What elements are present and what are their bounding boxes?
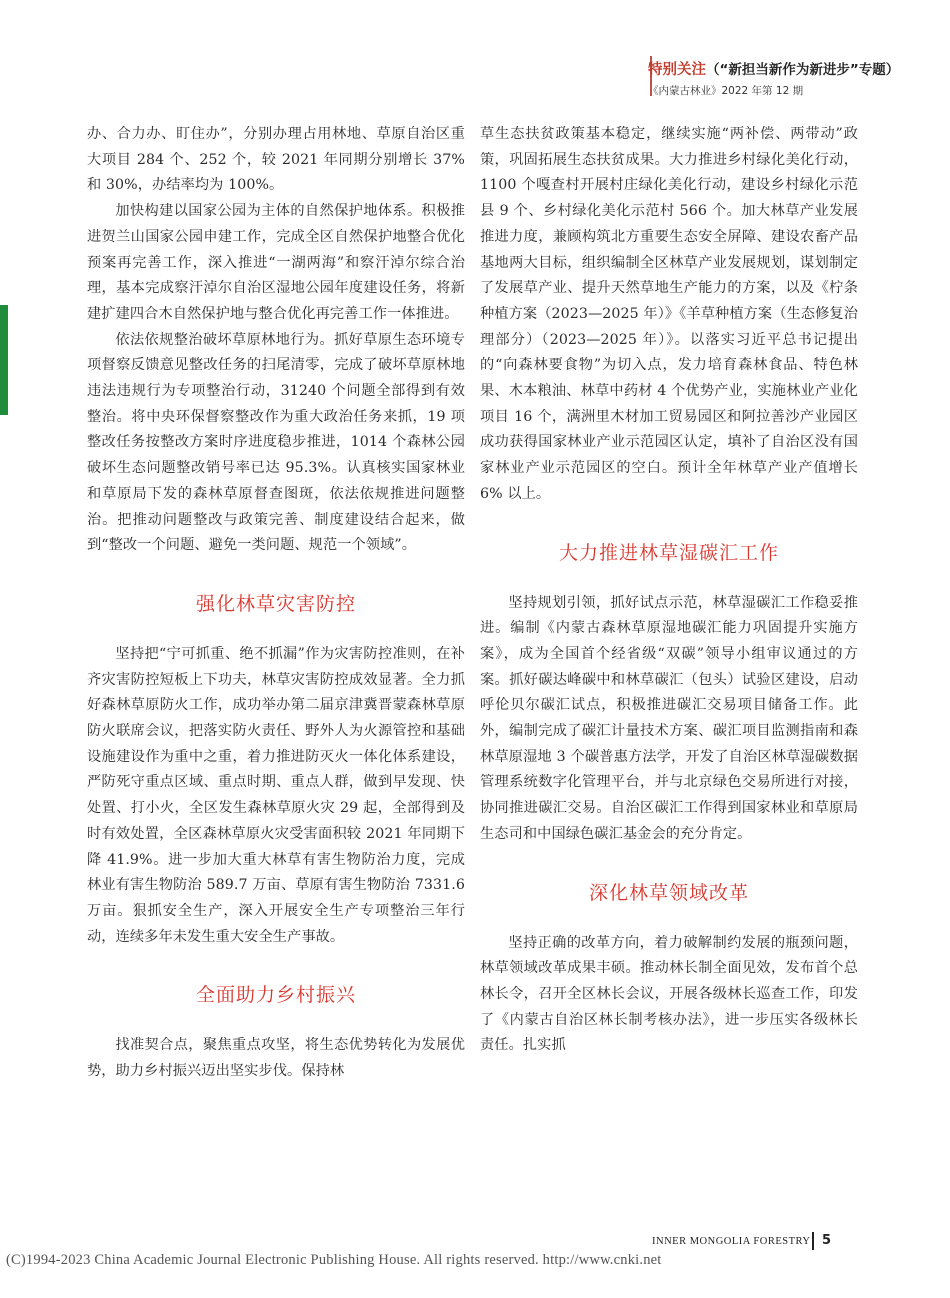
paragraph: 草生态扶贫政策基本稳定，继续实施“两补偿、两带动”政策，巩固拓展生态扶贫成果。大力推进乡村绿化美化行动，1100 个嘎查村开展村庄绿化美化行动，建设乡村绿化示范县 9 个、乡村绿化美化示范村 566 个。加大林草产业发展推进力度，兼顾构筑北方重要生态安全屏障、建设农畜产品基地两大目标，组织编制全区林草产业发展规划，谋划制定了发展草产业、提升天然草地生产能力的方案，以及《柠条种植方案（2023—2025 年）》《羊草种植方案（生态修复治理部分）（2023—2025 年）》。以落实习近平总书记提出的“向森林要食物”为切入点，发力培育森林食品、特色林果、木本粮油、林草中药材 4 个优势产业，实施林业产业化项目 16 个，满洲里木材加工贸易园区和阿拉善沙产业园区成功获得国家林业产业示范园区认定，填补了自治区没有国家林业产业示范园区的空白。预计全年林草产业产值增长 6% 以上。 <box>480 126 858 502</box>
header-section: 特别关注 <box>648 62 706 78</box>
header-title <box>648 58 908 79</box>
paragraph: 找准契合点，聚焦重点攻坚，将生态优势转化为发展优势，助力乡村振兴迈出坚实步伐。保持林 <box>87 1037 465 1080</box>
section-heading: 全面助力乡村振兴 <box>195 984 356 1007</box>
paragraph: 依法依规整治破坏草原林地行为。抓好草原生态环境专项督察反馈意见整改任务的扫尾清零，完成了破坏草原林地违法违规行为专项整治行动，31240 个问题全部得到有效整治。将中央环保督察整改作为重大政治任务来抓，19 项整改任务按整改方案时序进度稳步推进，1014 个森林公园破坏生态问题整改销号率已达 95.3%。认真核实国家林业和草原局下发的森林草原督查图斑，依法依规推进问题整治。把推动问题整改与政策完善、制度建设结合起来，做到“整改一个问题、避免一类问题、规范一个领域”。 <box>87 331 465 554</box>
paragraph: 加快构建以国家公园为主体的自然保护地体系。积极推进贺兰山国家公园申建工作，完成全区自然保护地整合优化预案再完善工作，深入推进“一湖两海”和察汗淖尔综合治理，基本完成察汗淖尔自治区湿地公园年度建设任务，将新建扩建四合木自然保护地与整合优化再完善工作一体推进。 <box>87 203 465 322</box>
section-heading: 大力推进林草湿碳汇工作 <box>558 541 779 564</box>
side-accent-bar <box>0 305 8 415</box>
paragraph: 坚持正确的改革方向，着力破解制约发展的瓶颈问题，林草领域改革成果丰硕。推动林长制全面见效，发布首个总林长令，召开全区林长会议，开展各级林长巡查工作，印发了《内蒙古自治区林长制考核办法》，进一步压实各级林长责任。扎实抓 <box>480 934 858 1054</box>
left-column <box>87 122 465 1085</box>
page-header <box>648 58 908 98</box>
header-topic: （“新担当新作为新进步”专题） <box>706 62 900 78</box>
right-column <box>480 122 858 1059</box>
section-heading: 深化林草领域改革 <box>588 881 749 904</box>
section-heading: 强化林草灾害防控 <box>195 592 356 615</box>
page-number: 5 <box>822 1233 832 1248</box>
footer-separator <box>812 1232 814 1250</box>
footer-magazine-name: INNER MONGOLIA FORESTRY <box>652 1236 811 1247</box>
paragraph: 坚持规划引领，抓好试点示范，林草湿碳汇工作稳妥推进。编制《内蒙古森林草原湿地碳汇能力巩固提升实施方案》，成为全国首个经省级“双碳”领导小组审议通过的方案。抓好碳达峰碳中和林草碳汇（包头）试验区建设，启动呼伦贝尔碳汇试点，积极推进碳汇交易项目储备工作。此外，编制完成了碳汇计量技术方案、碳汇项目监测指南和森林草原湿地 3 个碳普惠方法学，开发了自治区林草湿碳数据管理系统数字化管理平台，并与北京绿色交易所进行对接，协同推进碳汇交易。自治区碳汇工作得到国家林业和草原局生态司和中国绿色碳汇基金会的充分肯定。 <box>480 594 858 842</box>
copyright-notice: (C)1994-2023 China Academic Journal Electronic Publishing House. All rights reserved. http://www.cnki.net <box>6 1252 662 1268</box>
header-issue: 《内蒙古林业》2022 年第 12 期 <box>648 85 804 97</box>
paragraph: 办、合力办、盯住办”，分别办理占用林地、草原自治区重大项目 284 个、252 个，较 2021 年同期分别增长 37% 和 30%，办结率均为 100%。 <box>87 126 465 194</box>
paragraph: 坚持把“宁可抓重、绝不抓漏”作为灾害防控准则，在补齐灾害防控短板上下功夫，林草灾害防控成效显著。全力抓好森林草原防火工作，成功举办第二届京津冀晋蒙森林草原防火联席会议，把落实防火责任、野外人为火源管控和基础设施建设作为重中之重，着力推进防灭火一体化体系建设，严防死守重点区域、重点时期、重点人群，做到早发现、快处置、打小火，全区发生森林草原火灾 29 起，全部得到及时有效处置，全区森林草原火灾受害面积较 2021 年同期下降 41.9%。进一步加大重大林草有害生物防治力度，完成林业有害生物防治 589.7 万亩、草原有害生物防治 7331.6 万亩。狠抓安全生产，深入开展安全生产专项整治三年行动，连续多年未发生重大安全生产事故。 <box>87 645 465 945</box>
